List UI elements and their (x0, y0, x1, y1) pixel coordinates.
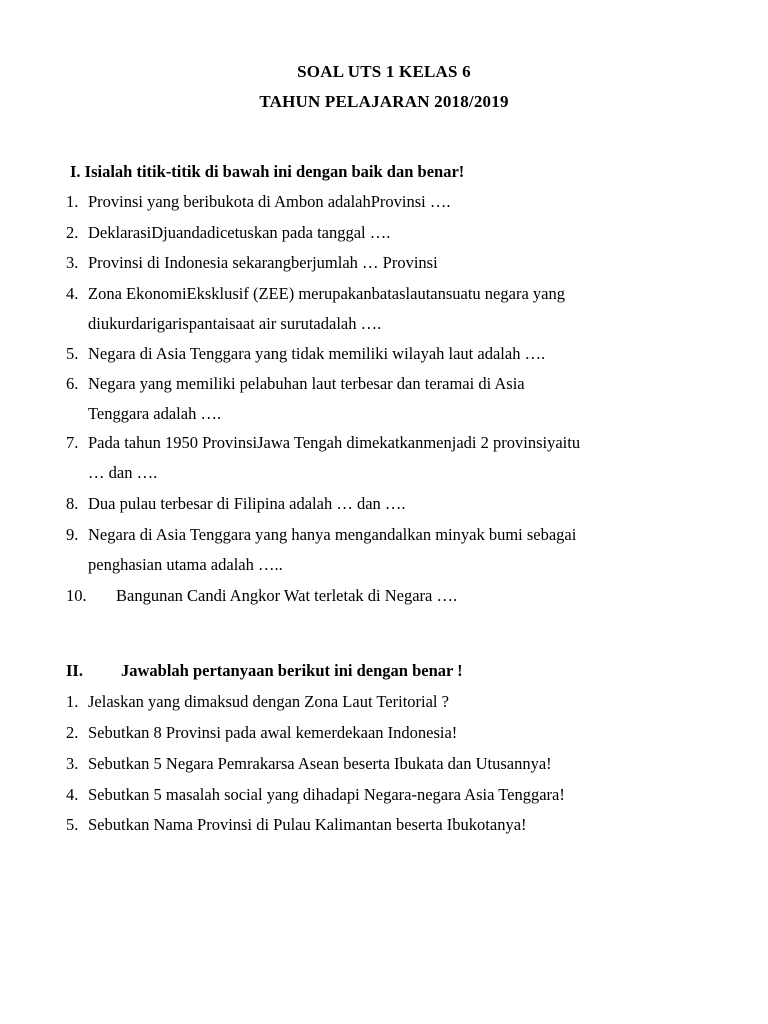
item-number: 5. (66, 344, 79, 363)
item-text: Sebutkan Nama Provinsi di Pulau Kalimantan beserta Ibukotanya! (88, 815, 527, 834)
item-text: Negara yang memiliki pelabuhan laut terbesar dan teramai di Asia (88, 374, 525, 393)
item-number: 5. (66, 815, 79, 834)
document-subtitle: TAHUN PELAJARAN 2018/2019 (259, 92, 509, 111)
item-text: Sebutkan 8 Provinsi pada awal kemerdekaan Indonesia! (88, 723, 458, 742)
item-number: 10. (66, 586, 87, 605)
item-number: 4. (66, 284, 79, 303)
item-text: Pada tahun 1950 ProvinsiJawa Tengah dimekatkanmenjadi 2 provinsiyaitu (88, 433, 581, 452)
item-text: DeklarasiDjuandadicetuskan pada tanggal …. (88, 223, 391, 242)
item-number: 6. (66, 374, 79, 393)
item-text: Zona EkonomiEksklusif (ZEE) merupakanbataslautansuatu negara yang (88, 284, 565, 303)
item-text: Negara di Asia Tenggara yang hanya mengandalkan minyak bumi sebagai (88, 525, 577, 544)
item-text-continued: penghasian utama adalah ….. (88, 555, 283, 574)
item-text-continued: Tenggara adalah …. (88, 404, 222, 423)
item-number: 3. (66, 253, 79, 272)
item-number: 7. (66, 433, 79, 452)
item-number: 9. (66, 525, 79, 544)
section1-heading: I. Isialah titik-titik di bawah ini dengan baik dan benar! (70, 162, 465, 181)
item-number: 2. (66, 223, 79, 242)
item-text: Sebutkan 5 Negara Pemrakarsa Asean beserta Ibukata dan Utusannya! (88, 754, 552, 773)
item-text: Negara di Asia Tenggara yang tidak memiliki wilayah laut adalah …. (88, 344, 546, 363)
item-text: Jelaskan yang dimaksud dengan Zona Laut Teritorial ? (88, 692, 449, 711)
document-title: SOAL UTS 1 KELAS 6 (297, 62, 471, 81)
section2-heading-text: Jawablah pertanyaan berikut ini dengan benar ! (121, 661, 463, 680)
item-text: Provinsi yang beribukota di Ambon adalahProvinsi …. (88, 192, 451, 211)
item-text: Dua pulau terbesar di Filipina adalah … dan …. (88, 494, 406, 513)
item-number: 4. (66, 785, 79, 804)
section2-roman-numeral: II. (66, 661, 83, 680)
item-text-continued: diukurdarigarispantaisaat air surutadalah …. (88, 314, 382, 333)
item-text: Provinsi di Indonesia sekarangberjumlah … Provinsi (88, 253, 438, 272)
item-text: Sebutkan 5 masalah social yang dihadapi Negara-negara Asia Tenggara! (88, 785, 565, 804)
item-number: 1. (66, 692, 79, 711)
item-text: Bangunan Candi Angkor Wat terletak di Negara …. (116, 586, 458, 605)
item-text-continued: … dan …. (88, 463, 158, 482)
item-number: 3. (66, 754, 79, 773)
item-number: 2. (66, 723, 79, 742)
item-number: 1. (66, 192, 79, 211)
item-number: 8. (66, 494, 79, 513)
